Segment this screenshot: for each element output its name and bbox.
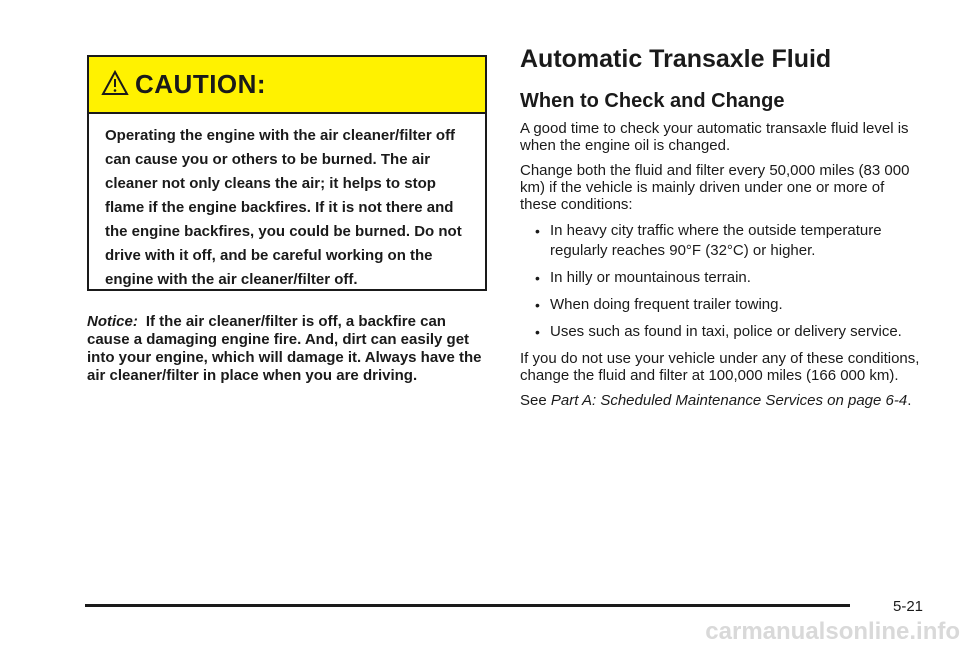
change-paragraph: Change both the fluid and filter every 50,000 miles (83 000 km) if the vehicle is mainly driven under one or more of these conditions: (520, 162, 910, 213)
notice-paragraph (87, 313, 487, 385)
bullet-icon: • (535, 270, 540, 286)
caution-title: CAUTION: (135, 69, 267, 99)
notice-text: If the air cleaner/filter is off, a backfire can cause a damaging engine fire. And, dirt can easily get into your engine, which will damage it. Always have the air cleaner/filter in place when you are driving. (87, 313, 482, 384)
see-reference: See Part A: Scheduled Maintenance Services on page 6-4. (520, 392, 912, 409)
list-item: • Uses such as found in taxi, police or delivery service. (535, 323, 902, 340)
section-title: Automatic Transaxle Fluid (520, 45, 832, 73)
watermark: carmanualsonline.info (705, 618, 960, 645)
caution-header (89, 57, 485, 114)
conditions-list (520, 221, 920, 342)
notice-label: Notice: (87, 313, 138, 330)
section-subtitle: When to Check and Change (520, 90, 785, 112)
page-number: 5-21 (893, 598, 924, 615)
list-item: • In heavy city traffic where the outside temperature regularly reaches 90°F (32°C) or higher. (535, 222, 882, 259)
warning-triangle-icon (101, 70, 129, 96)
footer-rule (85, 604, 850, 607)
transaxle-section (520, 40, 920, 417)
reference-link[interactable]: Part A: Scheduled Maintenance Services on page 6-4 (550, 392, 908, 409)
list-item: • In hilly or mountainous terrain. (535, 269, 751, 286)
bullet-icon: • (535, 324, 540, 340)
mileage-paragraph: If you do not use your vehicle under any of these conditions, change the fluid and filter at 100,000 miles (166 000 km). (520, 350, 920, 384)
check-paragraph: A good time to check your automatic transaxle fluid level is when the engine oil is changed. (520, 120, 909, 154)
bullet-icon: • (535, 223, 540, 239)
bullet-icon: • (535, 297, 540, 313)
caution-text: Operating the engine with the air cleaner/filter off can cause you or others to be burned. The air cleaner not only cleans the air; it helps to stop flame if the engine backfires. If it is not there and the engine backfires, you could be burned. Do not drive with it off, and be careful working on the engine with the air cleaner/filter off. (105, 127, 462, 288)
list-item: • When doing frequent trailer towing. (535, 296, 783, 313)
caution-box (87, 55, 487, 291)
